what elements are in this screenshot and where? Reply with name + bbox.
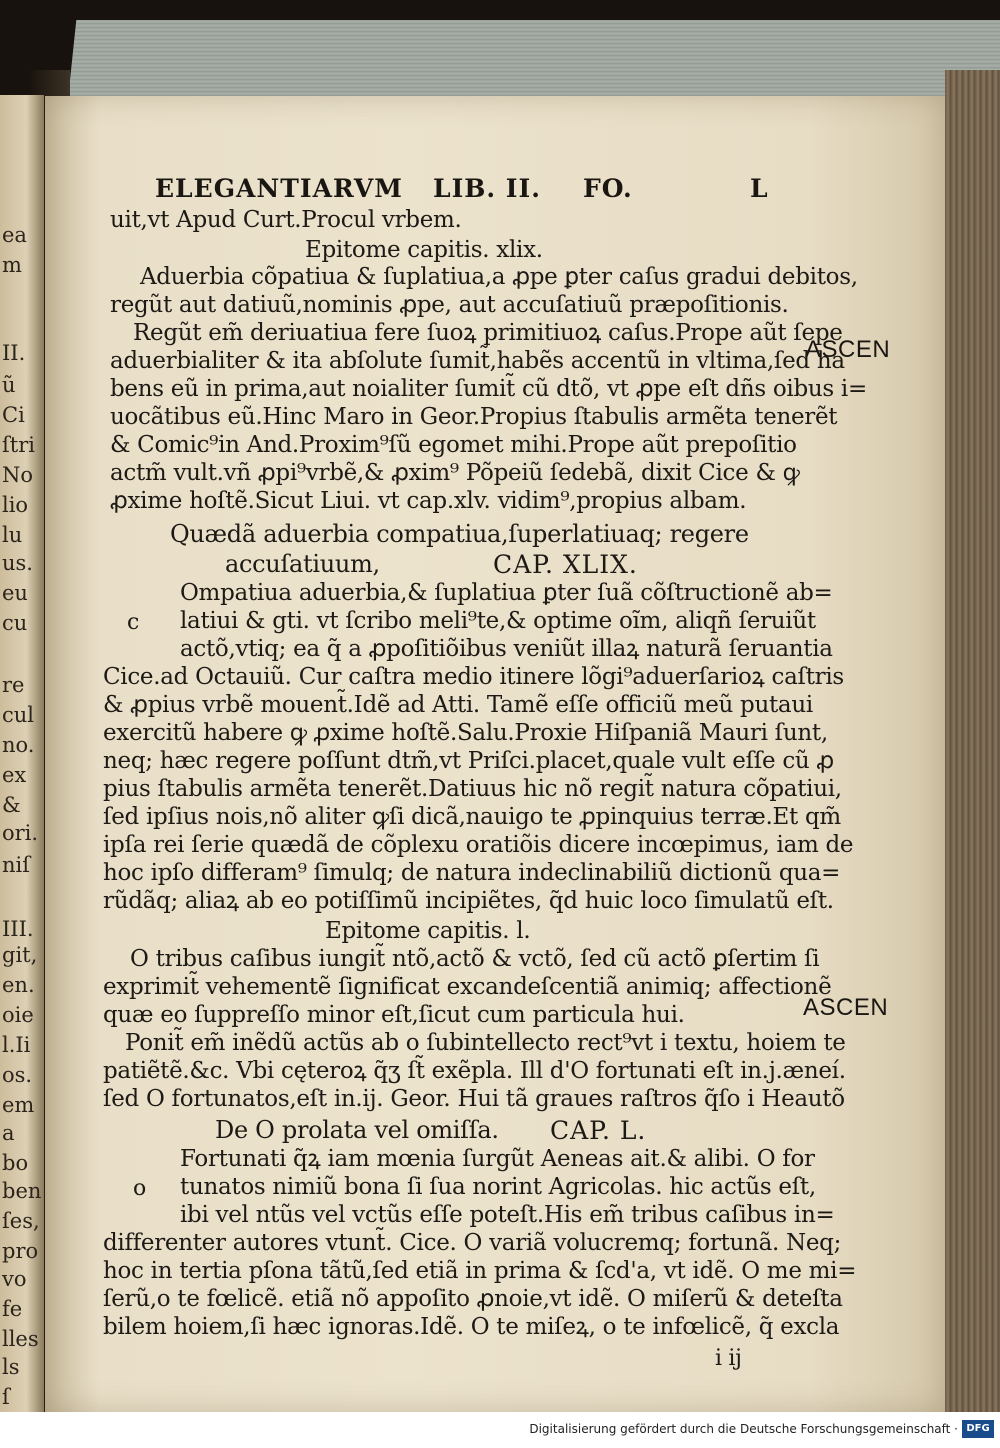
text-line: ſed ipſius nois,nõ aliter ꝙſi dicã,nauigo te ꝓpinquius terræ.Et qm̃ (103, 804, 841, 830)
left-fragment: em (2, 1093, 35, 1117)
left-fragment: niſ (2, 853, 31, 877)
text-line: bilem hoiem,ſi hæc ignoras.Idẽ. O te miſeꝝ, o te infœlicẽ, q̃ excla (103, 1314, 840, 1340)
dfg-logo: DFG (962, 1420, 994, 1438)
left-fragment: no. (2, 733, 35, 757)
text-line: pius ſtabulis armẽta tenerẽt.Datiuus hic nõ regit̃ natura cõpatiui, (103, 776, 842, 802)
initial-guide-letter: c (127, 610, 140, 635)
margin-note: ASCEN (803, 994, 889, 1021)
text-line: ipſa rei ſerie quædã de cõplexu oratiõis dicere incœpimus, iam de (103, 832, 854, 858)
text-line: Regũt em̃ deriuatiua fere ſuoꝝ primitiuoꝝ caſus.Prope aũt ſepe (133, 320, 843, 346)
left-fragment: eu (2, 581, 28, 605)
left-fragment: ũ (2, 373, 16, 397)
left-fragment: m (2, 253, 22, 277)
text-line: Cice.ad Octauiũ. Cur caſtra medio itinere lõgi⁹aduerſarioꝝ caſtris (103, 664, 844, 690)
margin-note: ASCEN (805, 336, 891, 363)
text-line: ꝓxime hoſtẽ.Sicut Liui. vt cap.xlv. vidim⁹,propius albam. (110, 488, 747, 514)
left-fragment: cu (2, 611, 28, 635)
left-fragment: lu (2, 523, 23, 547)
text-line: actm̃ vult.vñ ꝓpi⁹vrbẽ,& ꝓxim⁹ Põpeiũ ſedebã, dixit Cice & ꝙ (110, 460, 800, 486)
text-line: exercitũ habere ꝙ ꝓxime hoſtẽ.Salu.Proxie Hiſpaniã Mauri ſunt, (103, 720, 828, 746)
text-line: uit,vt Apud Curt.Procul vrbem. (110, 207, 462, 233)
running-title: ELEGANTIARVM (155, 174, 403, 203)
text-line: & ꝓpius vrbẽ mouent̃.Idẽ ad Atti. Tamẽ eſſe officiũ meũ putaui (103, 692, 813, 718)
folio-number: L (750, 174, 769, 203)
text-line: bens eũ in prima,aut noialiter ſumit̃ cũ dtõ, vt ꝓpe eſt dñs oibus i= (110, 376, 867, 402)
signature-mark: i ij (715, 1346, 742, 1371)
text-line: differenter autores vtunt̃. Cice. O variã volucremq; fortunã. Neq; (103, 1230, 842, 1256)
left-fragment: lio (2, 493, 29, 517)
left-fragment: vo (2, 1267, 27, 1291)
left-fragment: l.Ii (2, 1033, 31, 1057)
epitome-heading: Epitome capitis. l. (325, 918, 531, 944)
initial-guide-letter: o (133, 1176, 147, 1201)
left-fragment: us. (2, 551, 33, 575)
left-fragment: en. (2, 973, 35, 997)
left-fragment: oie (2, 1003, 34, 1027)
text-line: actõ,vtiq; ea q̃ a ꝓpoſitiõibus veniũt illaꝝ naturã ſeruantia (180, 636, 833, 662)
left-fragment: bo (2, 1151, 29, 1175)
previous-page-edge (0, 95, 44, 1412)
left-fragment: ſes, (2, 1209, 40, 1233)
text-line: Fortunati q̃ꝝ iam mœnia ſurgũt Aeneas ait.& alibi. O for (180, 1146, 815, 1172)
book-number: LIB. II. (433, 174, 541, 203)
epitome-heading: Epitome capitis. xlix. (305, 237, 543, 263)
chapter-heading: De O prolata vel omiſſa. (215, 1116, 499, 1144)
text-line: rũdãq; aliaꝝ ab eo potiſſimũ incipiẽtes, q̃d huic loco ſimulatũ eſt. (103, 888, 834, 914)
text-line: & Comic⁹in And.Proxim⁹ſũ egomet mihi.Prope aũt prepoſitio (110, 432, 797, 458)
left-fragment: Ci (2, 403, 25, 427)
text-line: quæ eo ſuppreſſo minor eſt,ſicut cum particula hui. (103, 1002, 685, 1028)
text-line: neq; hæc regere poſſunt dtm̃,vt Priſci.placet,quale vult eſſe cũ ꝓ (103, 748, 834, 774)
left-fragment: re (2, 673, 25, 697)
text-line: uocãtibus eũ.Hinc Maro in Geor.Propius ſtabulis armẽta tenerẽt (110, 404, 838, 430)
text-line: hoc in tertia pſona tãtũ,ſed etiã in prima & ſcd'a, vt idẽ. O me mi= (103, 1258, 857, 1284)
left-fragment: ex (2, 763, 27, 787)
left-fragment: os. (2, 1063, 33, 1087)
left-fragment: ea (2, 223, 27, 247)
text-line: O tribus caſibus iungit̃ ntõ,actõ & vctõ, ſed cũ actõ ꝑſertim ſi (130, 946, 820, 972)
text-line: exprimit̃ vehementẽ ſignificat excandeſcentiã animiq; affectionẽ (103, 974, 832, 1000)
text-line: Ompatiua aduerbia,& ſuplatiua ꝑter ſuã cõſtructionẽ ab= (180, 580, 833, 606)
left-fragment: No (2, 463, 34, 487)
text-line: tunatos nimiũ bona ſi ſua norint Agricolas. hic actũs eſt, (180, 1174, 816, 1200)
text-line: latiui & gti. vt ſcribo meli⁹te,& optime oĩm, aliqñ ſeruiũt (180, 608, 816, 634)
folio-label: FO. (583, 174, 633, 203)
left-fragment: ori. (2, 821, 39, 845)
footer-bar (0, 1412, 1000, 1448)
text-line: hoc ipſo differam⁹ ſimulq; de natura indeclinabiliũ dictionũ qua= (103, 860, 841, 886)
left-fragment: ls (2, 1355, 20, 1379)
text-line: ibi vel ntũs vel vctũs eſſe poteſt.His em̃ tribus caſibus in= (180, 1202, 835, 1228)
chapter-number: CAP. XLIX. (493, 550, 638, 579)
left-fragment: pro (2, 1239, 39, 1263)
left-fragment: ſtri (2, 433, 35, 457)
left-fragment: ben (2, 1179, 42, 1203)
chapter-number: CAP. L. (550, 1116, 647, 1145)
text-line: Aduerbia cõpatiua & ſuplatiua,a ꝓpe ꝑter caſus gradui debitos, (140, 264, 858, 290)
text-line: aduerbialiter & ita abſolute ſumit̃,habẽs accentũ in vltima,ſed ha (110, 348, 845, 374)
text-line: Ponit̃ em̃ inẽdũ actũs ab o ſubintellecto rect⁹vt i textu, hoiem te (125, 1030, 846, 1056)
funding-notice: Digitalisierung gefördert durch die Deutsche Forschungsgemeinschaft · (529, 1422, 958, 1436)
left-fragment: ſ (2, 1385, 10, 1409)
left-fragment: & (2, 793, 21, 817)
book-page (45, 96, 945, 1412)
left-fragment: cul (2, 703, 35, 727)
left-fragment: a (2, 1121, 15, 1145)
text-line: patiẽtẽ.&c. Vbi cęteroꝝ q̃ʒ ſt̃ exẽpla. Ill d'O fortunati eſt in.j.æneí. (103, 1058, 846, 1084)
text-line: regũt aut datiuũ,nominis ꝓpe, aut accuſatiuũ præpoſitionis. (110, 292, 789, 318)
left-fragment: fe (2, 1297, 23, 1321)
chapter-heading: Quædã aduerbia compatiua,ſuperlatiuaq; regere (170, 520, 749, 548)
left-fragment: git, (2, 943, 38, 967)
left-fragment: lles (2, 1327, 39, 1351)
chapter-heading: accuſatiuum, (225, 550, 380, 578)
book-cover-edge (945, 70, 1000, 1412)
text-line: ſed O fortunatos,eſt in.ij. Geor. Hui tã graues raſtros q̃ſo i Heautõ (103, 1086, 845, 1112)
text-line: ſerũ,o te fœlicẽ. etiã nõ appoſito ꝓnoie,vt idẽ. O miſerũ & deteſta (103, 1286, 843, 1312)
left-fragment: III. (2, 917, 34, 941)
left-fragment: II. (2, 341, 26, 365)
